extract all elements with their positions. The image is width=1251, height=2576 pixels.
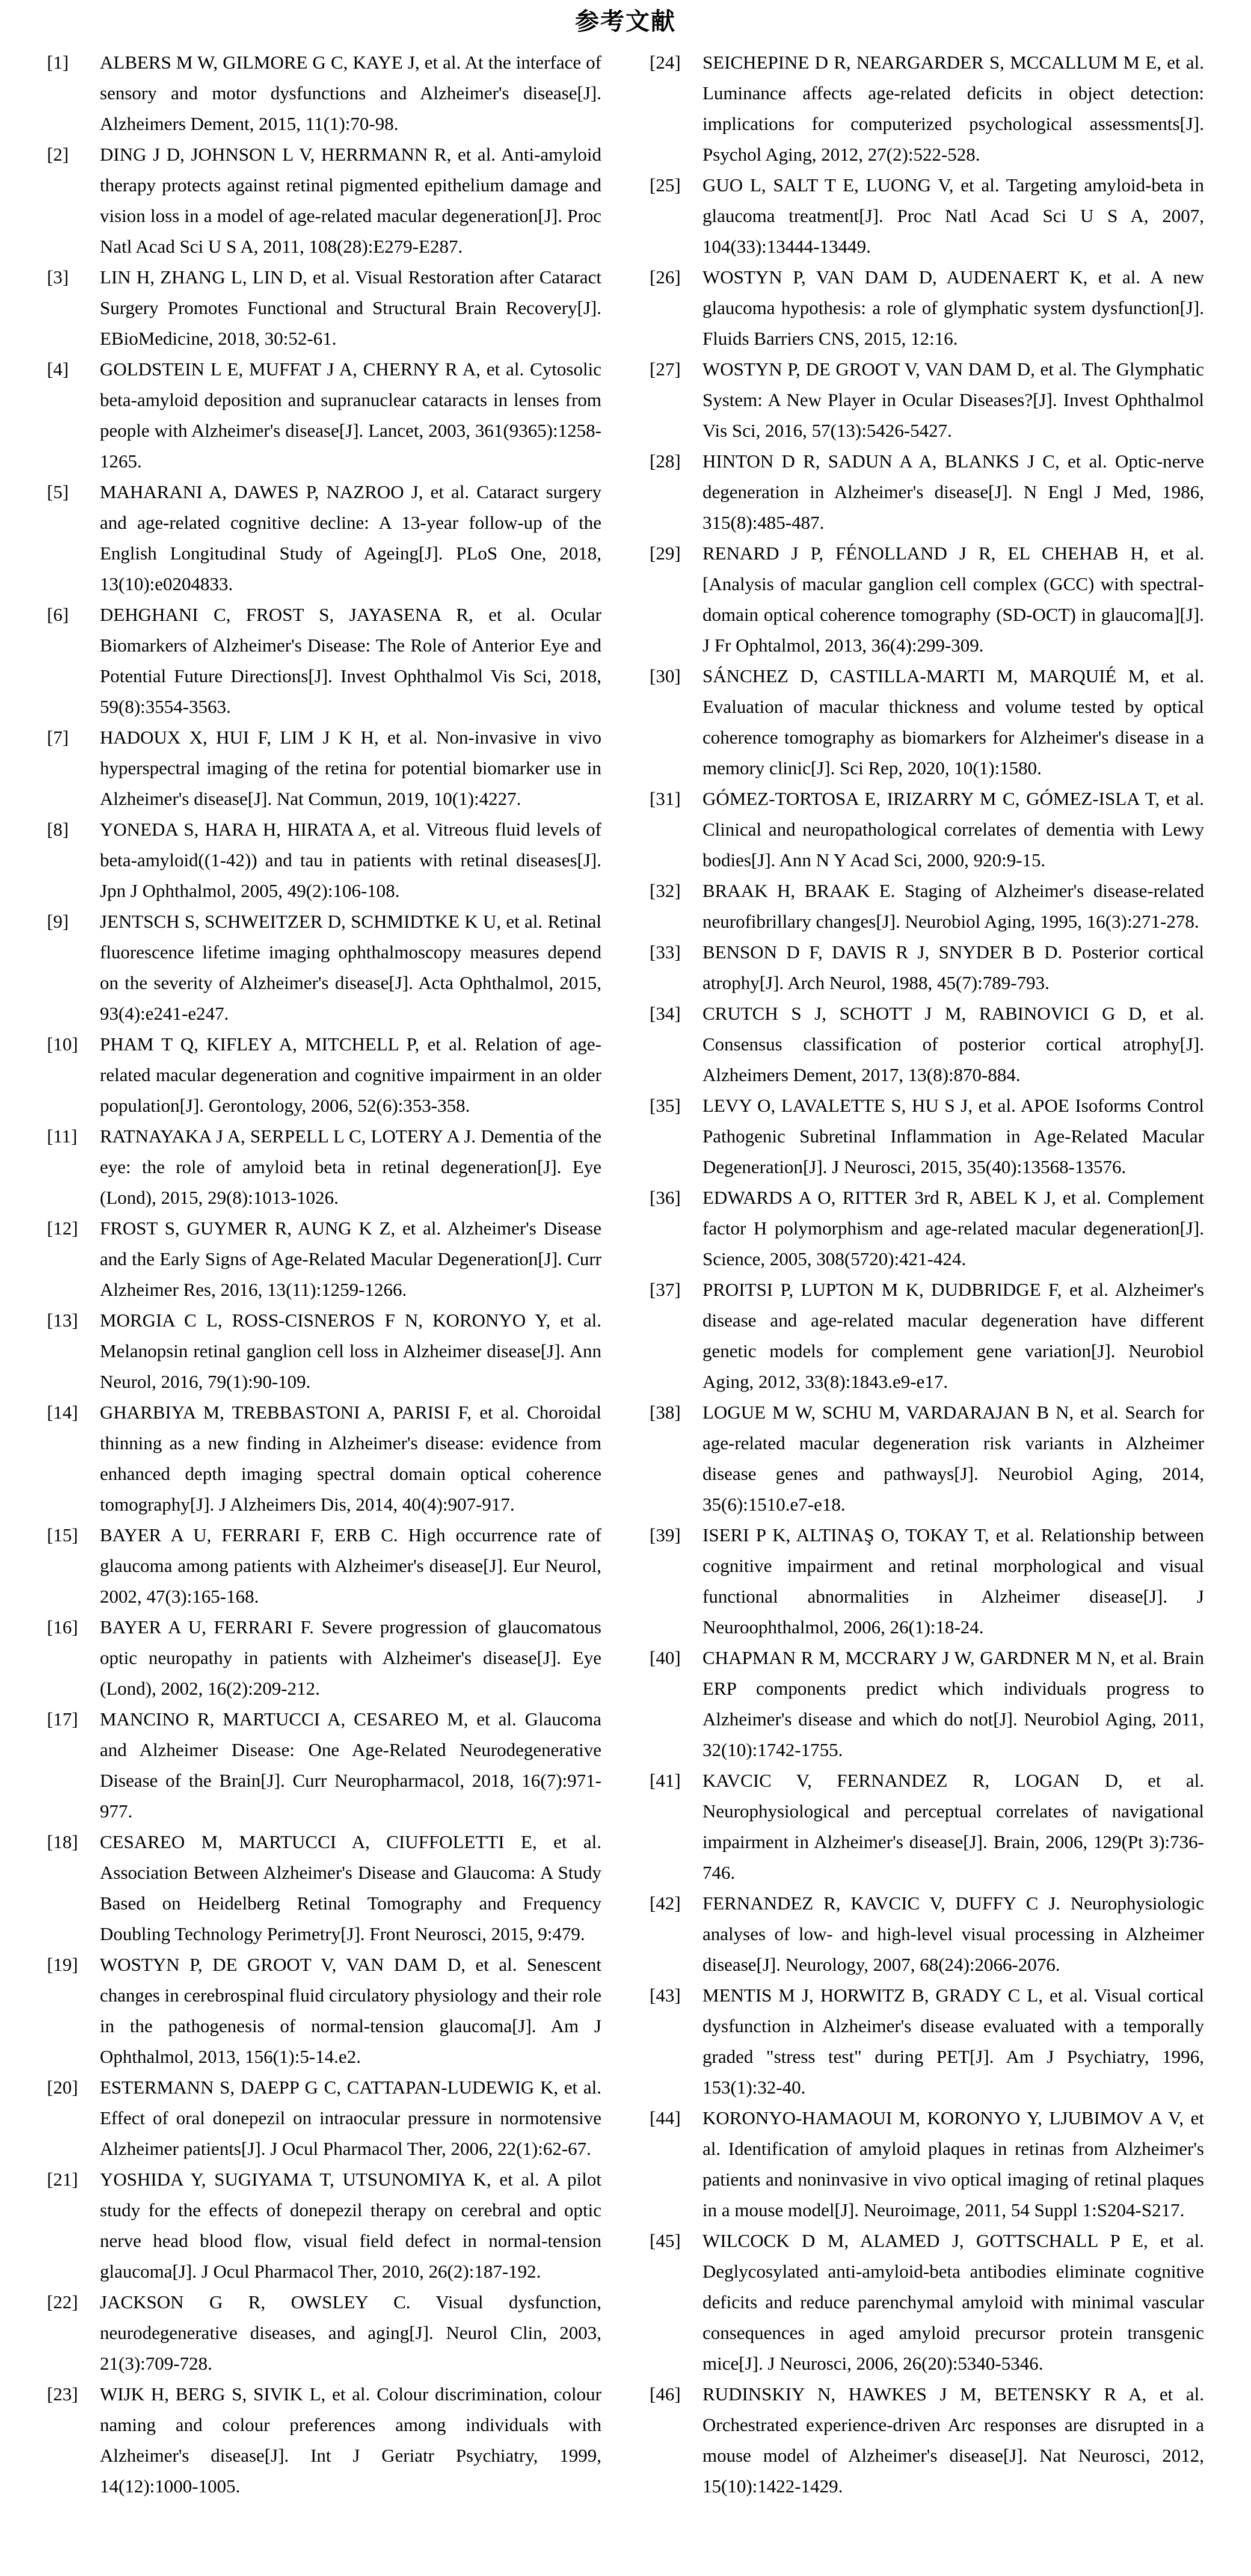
reference-number: [38] bbox=[650, 1402, 681, 1423]
reference-item bbox=[47, 2164, 601, 2287]
reference-item bbox=[47, 262, 601, 354]
reference-columns bbox=[47, 47, 1204, 2501]
reference-item bbox=[650, 354, 1204, 446]
reference-number: [5] bbox=[47, 481, 69, 502]
reference-number: [1] bbox=[47, 52, 69, 73]
reference-item bbox=[47, 139, 601, 262]
reference-number: [16] bbox=[47, 1616, 78, 1638]
reference-text: MORGIA C L, ROSS-CISNEROS F N, KORONYO Y, et al. Melanopsin retinal ganglion cell loss in Alzheimer disease[J]. Ann Neurol, 2016, 79(1):90-109. bbox=[100, 1310, 601, 1392]
reference-text: WILCOCK D M, ALAMED J, GOTTSCHALL P E, et al. Deglycosylated anti-amyloid-beta antibodies eliminate cognitive deficits and reduce parenchymal amyloid with minimal vascular consequences in aged amyloid precursor protein transgenic mice[J]. J Neurosci, 2006, 26(20):5340-5346. bbox=[702, 2230, 1204, 2374]
reference-item bbox=[47, 476, 601, 599]
reference-number: [25] bbox=[650, 174, 681, 196]
reference-item bbox=[650, 1182, 1204, 1274]
reference-item bbox=[47, 2379, 601, 2501]
reference-number: [6] bbox=[47, 604, 69, 625]
reference-number: [14] bbox=[47, 1402, 78, 1423]
reference-item bbox=[47, 1029, 601, 1121]
reference-text: JENTSCH S, SCHWEITZER D, SCHMIDTKE K U, et al. Retinal fluorescence lifetime imaging ophthalmoscopy measures depend on the severity of Alzheimer's disease[J]. Acta Ophthalmol, 2015, 93(4):e241-e247. bbox=[100, 911, 601, 1024]
reference-number: [26] bbox=[650, 267, 681, 288]
reference-number: [30] bbox=[650, 665, 681, 686]
reference-text: LOGUE M W, SCHU M, VARDARAJAN B N, et al. Search for age-related macular degeneration risk variants in Alzheimer disease genes and pathways[J]. Neurobiol Aging, 2014, 35(6):1510.e7-e18. bbox=[702, 1402, 1204, 1515]
reference-text: JACKSON G R, OWSLEY C. Visual dysfunction, neurodegenerative diseases, and aging[J]. Neurol Clin, 2003, 21(3):709-728. bbox=[100, 2291, 601, 2374]
reference-item bbox=[650, 783, 1204, 875]
reference-item bbox=[650, 47, 1204, 170]
reference-text: GÓMEZ-TORTOSA E, IRIZARRY M C, GÓMEZ-ISLA T, et al. Clinical and neuropathological correlates of dementia with Lewy bodies[J]. Ann N Y Acad Sci, 2000, 920:9-15. bbox=[702, 788, 1204, 870]
reference-number: [15] bbox=[47, 1524, 78, 1545]
reference-text: PROITSI P, LUPTON M K, DUDBRIDGE F, et al. Alzheimer's disease and age-related macular degeneration have different genetic models for complement gene variation[J]. Neurobiol Aging, 2012, 33(8):1843.e9-e17. bbox=[702, 1279, 1204, 1392]
reference-number: [2] bbox=[47, 144, 69, 165]
reference-item bbox=[650, 937, 1204, 998]
reference-item bbox=[650, 998, 1204, 1090]
reference-item bbox=[650, 1520, 1204, 1642]
reference-number: [43] bbox=[650, 1985, 681, 2006]
reference-item bbox=[47, 1121, 601, 1213]
reference-text: DING J D, JOHNSON L V, HERRMANN R, et al. Anti-amyloid therapy protects against retinal pigmented epithelium damage and vision loss in a model of age-related macular degeneration[J]. Proc Natl Acad Sci U S A, 2011, 108(28):E279-E287. bbox=[100, 144, 601, 257]
reference-text: MANCINO R, MARTUCCI A, CESAREO M, et al. Glaucoma and Alzheimer Disease: One Age-Related Neurodegenerative Disease of the Brain[J]. Curr Neuropharmacol, 2018, 16(7):971-977. bbox=[100, 1709, 601, 1822]
reference-item bbox=[650, 446, 1204, 538]
reference-text: RENARD J P, FÉNOLLAND J R, EL CHEHAB H, et al. [Analysis of macular ganglion cell complex (GCC) with spectral-domain optical coherence tomography (SD-OCT) in glaucoma][J]. J Fr Ophtalmol, 2013, 36(4):299-309. bbox=[702, 543, 1204, 656]
reference-number: [31] bbox=[650, 788, 681, 809]
reference-item bbox=[650, 1765, 1204, 1888]
reference-number: [33] bbox=[650, 941, 681, 963]
reference-item bbox=[650, 538, 1204, 661]
reference-text: GOLDSTEIN L E, MUFFAT J A, CHERNY R A, et al. Cytosolic beta-amyloid deposition and supranuclear cataracts in lenses from people with Alzheimer's disease[J]. Lancet, 2003, 361(9365):1258-1265. bbox=[100, 359, 601, 472]
reference-item bbox=[47, 1305, 601, 1397]
reference-text: YONEDA S, HARA H, HIRATA A, et al. Vitreous fluid levels of beta-amyloid((1-42)) and tau in patients with retinal diseases[J]. Jpn J Ophthalmol, 2005, 49(2):106-108. bbox=[100, 819, 601, 901]
reference-item bbox=[47, 1612, 601, 1704]
reference-text: CRUTCH S J, SCHOTT J M, RABINOVICI G D, et al. Consensus classification of posterior cortical atrophy[J]. Alzheimers Dement, 2017, 13(8):870-884. bbox=[702, 1003, 1204, 1085]
reference-number: [17] bbox=[47, 1709, 78, 1730]
reference-item bbox=[47, 2072, 601, 2164]
reference-text: FERNANDEZ R, KAVCIC V, DUFFY C J. Neurophysiologic analyses of low- and high-level visual processing in Alzheimer disease[J]. Neurology, 2007, 68(24):2066-2076. bbox=[702, 1893, 1204, 1975]
reference-item bbox=[47, 1397, 601, 1520]
reference-item bbox=[47, 354, 601, 476]
reference-number: [35] bbox=[650, 1095, 681, 1116]
reference-item bbox=[650, 262, 1204, 354]
reference-item bbox=[47, 906, 601, 1029]
reference-number: [4] bbox=[47, 359, 69, 380]
reference-item bbox=[47, 599, 601, 722]
reference-item bbox=[650, 1274, 1204, 1397]
reference-item bbox=[650, 1888, 1204, 1980]
reference-item bbox=[650, 1397, 1204, 1520]
reference-text: CHAPMAN R M, MCCRARY J W, GARDNER M N, et al. Brain ERP components predict which individuals progress to Alzheimer's disease and which do not[J]. Neurobiol Aging, 2011, 32(10):1742-1755. bbox=[702, 1647, 1204, 1760]
reference-number: [44] bbox=[650, 2107, 681, 2128]
reference-text: CESAREO M, MARTUCCI A, CIUFFOLETTI E, et al. Association Between Alzheimer's Disease and Glaucoma: A Study Based on Heidelberg Retinal Tomography and Frequency Doubling Technology Perimetry[J]. Front Neurosci, 2015, 9:479. bbox=[100, 1831, 601, 1944]
reference-text: PHAM T Q, KIFLEY A, MITCHELL P, et al. Relation of age-related macular degeneration and cognitive impairment in an older population[J]. Gerontology, 2006, 52(6):353-358. bbox=[100, 1034, 601, 1116]
reference-text: WOSTYN P, DE GROOT V, VAN DAM D, et al. Senescent changes in cerebrospinal fluid circulatory physiology and their role in the pathogenesis of normal-tension glaucoma[J]. Am J Ophthalmol, 2013, 156(1):5-14.e2. bbox=[100, 1954, 601, 2067]
reference-text: YOSHIDA Y, SUGIYAMA T, UTSUNOMIYA K, et al. A pilot study for the effects of donepezil therapy on cerebral and optic nerve head blood flow, visual field defect in normal-tension glaucoma[J]. J Ocul Pharmacol Ther, 2010, 26(2):187-192. bbox=[100, 2169, 601, 2282]
reference-item bbox=[47, 2287, 601, 2379]
reference-number: [23] bbox=[47, 2383, 78, 2405]
reference-text: GUO L, SALT T E, LUONG V, et al. Targeting amyloid-beta in glaucoma treatment[J]. Proc Natl Acad Sci U S A, 2007, 104(33):13444-13449. bbox=[702, 174, 1204, 257]
reference-item bbox=[47, 722, 601, 814]
reference-text: EDWARDS A O, RITTER 3rd R, ABEL K J, et al. Complement factor H polymorphism and age-related macular degeneration[J]. Science, 2005, 308(5720):421-424. bbox=[702, 1187, 1204, 1269]
reference-item bbox=[47, 1704, 601, 1826]
reference-item bbox=[650, 2379, 1204, 2501]
reference-number: [46] bbox=[650, 2383, 681, 2405]
reference-number: [37] bbox=[650, 1279, 681, 1300]
reference-text: LEVY O, LAVALETTE S, HU S J, et al. APOE Isoforms Control Pathogenic Subretinal Inflammation in Age-Related Macular Degeneration[J]. J Neurosci, 2015, 35(40):13568-13576. bbox=[702, 1095, 1204, 1177]
reference-number: [10] bbox=[47, 1034, 78, 1055]
reference-item bbox=[650, 661, 1204, 783]
reference-text: HADOUX X, HUI F, LIM J K H, et al. Non-invasive in vivo hyperspectral imaging of the retina for potential biomarker use in Alzheimer's disease[J]. Nat Commun, 2019, 10(1):4227. bbox=[100, 727, 601, 809]
reference-text: ISERI P K, ALTINAŞ O, TOKAY T, et al. Relationship between cognitive impairment and retinal morphological and visual functional abnormalities in Alzheimer disease[J]. J Neuroophthalmol, 2006, 26(1):18-24. bbox=[702, 1524, 1204, 1638]
reference-text: GHARBIYA M, TREBBASTONI A, PARISI F, et al. Choroidal thinning as a new finding in Alzheimer's disease: evidence from enhanced depth imaging spectral domain optical coherence tomography[J]. J Alzheimers Dis, 2014, 40(4):907-917. bbox=[100, 1402, 601, 1515]
reference-text: WIJK H, BERG S, SIVIK L, et al. Colour discrimination, colour naming and colour preferences among individuals with Alzheimer's disease[J]. Int J Geriatr Psychiatry, 1999, 14(12):1000-1005. bbox=[100, 2383, 601, 2497]
reference-number: [13] bbox=[47, 1310, 78, 1331]
reference-text: MAHARANI A, DAWES P, NAZROO J, et al. Cataract surgery and age-related cognitive decline: A 13-year follow-up of the English Longitudinal Study of Ageing[J]. PLoS One, 2018, 13(10):e0204833. bbox=[100, 481, 601, 594]
reference-item bbox=[650, 2225, 1204, 2379]
reference-column-left bbox=[47, 47, 601, 2501]
reference-number: [41] bbox=[650, 1770, 681, 1791]
reference-item bbox=[47, 1520, 601, 1612]
reference-text: BAYER A U, FERRARI F. Severe progression of glaucomatous optic neuropathy in patients with Alzheimer's disease[J]. Eye (Lond), 2002, 16(2):209-212. bbox=[100, 1616, 601, 1699]
reference-number: [42] bbox=[650, 1893, 681, 1914]
reference-item bbox=[47, 814, 601, 906]
reference-number: [29] bbox=[650, 543, 681, 564]
reference-text: KORONYO-HAMAOUI M, KORONYO Y, LJUBIMOV A V, et al. Identification of amyloid plaques in retinas from Alzheimer's patients and noninvasive in vivo optical imaging of retinal plaques in a mouse model[J]. Neuroimage, 2011, 54 Suppl 1:S204-S217. bbox=[702, 2107, 1204, 2220]
reference-text: BRAAK H, BRAAK E. Staging of Alzheimer's disease-related neurofibrillary changes[J]. Neurobiol Aging, 1995, 16(3):271-278. bbox=[702, 880, 1204, 932]
reference-number: [11] bbox=[47, 1126, 78, 1147]
reference-column-right bbox=[650, 47, 1204, 2501]
reference-number: [45] bbox=[650, 2230, 681, 2251]
reference-item bbox=[650, 2103, 1204, 2225]
reference-text: RUDINSKIY N, HAWKES J M, BETENSKY R A, et al. Orchestrated experience-driven Arc responses are disrupted in a mouse model of Alzheimer's disease[J]. Nat Neurosci, 2012, 15(10):1422-1429. bbox=[702, 2383, 1204, 2497]
reference-number: [36] bbox=[650, 1187, 681, 1208]
reference-number: [32] bbox=[650, 880, 681, 901]
reference-text: WOSTYN P, VAN DAM D, AUDENAERT K, et al. A new glaucoma hypothesis: a role of glymphatic system dysfunction[J]. Fluids Barriers CNS, 2015, 12:16. bbox=[702, 267, 1204, 349]
page-title: 参考文献 bbox=[575, 8, 676, 35]
reference-text: RATNAYAKA J A, SERPELL L C, LOTERY A J. Dementia of the eye: the role of amyloid beta in retinal degeneration[J]. Eye (Lond), 2015, 29(8):1013-1026. bbox=[100, 1126, 601, 1208]
reference-text: FROST S, GUYMER R, AUNG K Z, et al. Alzheimer's Disease and the Early Signs of Age-Related Macular Degeneration[J]. Curr Alzheimer Res, 2016, 13(11):1259-1266. bbox=[100, 1218, 601, 1300]
reference-text: BAYER A U, FERRARI F, ERB C. High occurrence rate of glaucoma among patients with Alzheimer's disease[J]. Eur Neurol, 2002, 47(3):165-168. bbox=[100, 1524, 601, 1607]
reference-number: [21] bbox=[47, 2169, 78, 2190]
reference-text: HINTON D R, SADUN A A, BLANKS J C, et al. Optic-nerve degeneration in Alzheimer's disease[J]. N Engl J Med, 1986, 315(8):485-487. bbox=[702, 451, 1204, 533]
reference-text: SÁNCHEZ D, CASTILLA-MARTI M, MARQUIÉ M, et al. Evaluation of macular thickness and volume tested by optical coherence tomography as biomarkers for Alzheimer's disease in a memory clinic[J]. Sci Rep, 2020, 10(1):1580. bbox=[702, 665, 1204, 778]
reference-item bbox=[47, 47, 601, 139]
reference-number: [8] bbox=[47, 819, 69, 840]
reference-text: MENTIS M J, HORWITZ B, GRADY C L, et al. Visual cortical dysfunction in Alzheimer's disease evaluated with a temporally graded "stress test" during PET[J]. Am J Psychiatry, 1996, 153(1):32-40. bbox=[702, 1985, 1204, 2098]
reference-number: [27] bbox=[650, 359, 681, 380]
reference-number: [12] bbox=[47, 1218, 78, 1239]
reference-text: KAVCIC V, FERNANDEZ R, LOGAN D, et al. Neurophysiological and perceptual correlates of navigational impairment in Alzheimer's disease[J]. Brain, 2006, 129(Pt 3):736-746. bbox=[702, 1770, 1204, 1883]
reference-text: DEHGHANI C, FROST S, JAYASENA R, et al. Ocular Biomarkers of Alzheimer's Disease: The Role of Anterior Eye and Potential Future Directions[J]. Invest Ophthalmol Vis Sci, 2018, 59(8):3554-3563. bbox=[100, 604, 601, 717]
reference-text: SEICHEPINE D R, NEARGARDER S, MCCALLUM M E, et al. Luminance affects age-related deficits in object detection: implications for computerized psychological assessments[J]. Psychol Aging, 2012, 27(2):522-528. bbox=[702, 52, 1204, 165]
reference-item bbox=[47, 1949, 601, 2072]
reference-item bbox=[650, 1980, 1204, 2103]
reference-number: [39] bbox=[650, 1524, 681, 1545]
reference-number: [24] bbox=[650, 52, 681, 73]
reference-text: LIN H, ZHANG L, LIN D, et al. Visual Restoration after Cataract Surgery Promotes Functional and Structural Brain Recovery[J]. EBioMedicine, 2018, 30:52-61. bbox=[100, 267, 601, 349]
reference-number: [28] bbox=[650, 451, 681, 472]
reference-text: ESTERMANN S, DAEPP G C, CATTAPAN-LUDEWIG K, et al. Effect of oral donepezil on intraocular pressure in normotensive Alzheimer patients[J]. J Ocul Pharmacol Ther, 2006, 22(1):62-67. bbox=[100, 2077, 601, 2159]
reference-item bbox=[650, 170, 1204, 262]
reference-number: [22] bbox=[47, 2291, 78, 2313]
reference-number: [20] bbox=[47, 2077, 78, 2098]
reference-text: WOSTYN P, DE GROOT V, VAN DAM D, et al. The Glymphatic System: A New Player in Ocular Diseases?[J]. Invest Ophthalmol Vis Sci, 2016, 57(13):5426-5427. bbox=[702, 359, 1204, 441]
reference-item bbox=[650, 1642, 1204, 1765]
reference-item bbox=[47, 1826, 601, 1949]
reference-number: [3] bbox=[47, 267, 69, 288]
reference-item bbox=[650, 1090, 1204, 1182]
reference-number: [7] bbox=[47, 727, 69, 748]
reference-text: ALBERS M W, GILMORE G C, KAYE J, et al. At the interface of sensory and motor dysfunctions and Alzheimer's disease[J]. Alzheimers Dement, 2015, 11(1):70-98. bbox=[100, 52, 601, 134]
reference-text: BENSON D F, DAVIS R J, SNYDER B D. Posterior cortical atrophy[J]. Arch Neurol, 1988, 45(7):789-793. bbox=[702, 941, 1204, 993]
reference-item bbox=[47, 1213, 601, 1305]
reference-number: [19] bbox=[47, 1954, 78, 1975]
reference-number: [40] bbox=[650, 1647, 681, 1668]
reference-item bbox=[650, 875, 1204, 937]
reference-number: [18] bbox=[47, 1831, 78, 1852]
reference-number: [9] bbox=[47, 911, 69, 932]
reference-number: [34] bbox=[650, 1003, 681, 1024]
